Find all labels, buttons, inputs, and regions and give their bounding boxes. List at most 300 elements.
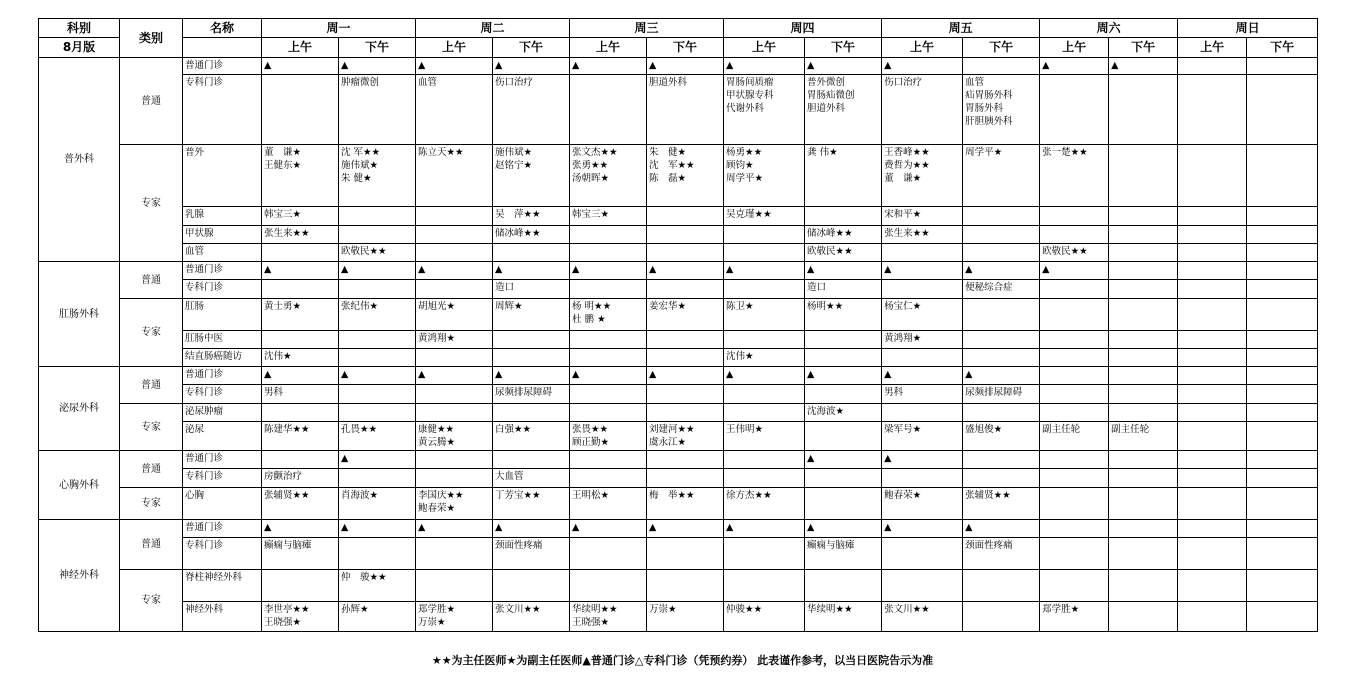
- schedule-cell: [1109, 226, 1178, 244]
- category-name: 专家: [120, 145, 183, 262]
- schedule-cell: 储冰峰★★: [805, 226, 882, 244]
- schedule-cell: [1109, 469, 1178, 488]
- schedule-cell: [647, 331, 724, 349]
- schedule-cell: 颈面性疼痛: [493, 538, 570, 570]
- schedule-cell: [724, 244, 805, 262]
- schedule-cell: 颈面性疼痛: [963, 538, 1040, 570]
- schedule-cell: [882, 349, 963, 367]
- schedule-row: [39, 299, 1318, 331]
- schedule-cell: [1040, 570, 1109, 602]
- schedule-cell: [1109, 331, 1178, 349]
- clinic-name: 心胸: [183, 488, 262, 520]
- schedule-cell: 华续明★★: [805, 602, 882, 632]
- schedule-cell: [570, 75, 647, 145]
- session-am: 上午: [262, 38, 339, 58]
- schedule-cell: [963, 299, 1040, 331]
- schedule-cell: 康健★★ 黄云腾★: [416, 422, 493, 451]
- clinic-name: 肛肠中医: [183, 331, 262, 349]
- schedule-cell: 伤口治疗: [882, 75, 963, 145]
- schedule-cell: 血管 疝胃肠外科 胃肠外科 肝胆胰外科: [963, 75, 1040, 145]
- schedule-cell: [724, 469, 805, 488]
- schedule-cell: ▲: [882, 58, 963, 75]
- schedule-cell: [339, 280, 416, 299]
- schedule-cell: [1247, 570, 1318, 602]
- schedule-cell: [262, 451, 339, 469]
- schedule-row: [39, 58, 1318, 75]
- name-header-blank: [183, 38, 262, 58]
- schedule-cell: ▲: [882, 520, 963, 538]
- schedule-cell: [570, 570, 647, 602]
- schedule-cell: 孙辉★: [339, 602, 416, 632]
- department-name: 泌尿外科: [39, 367, 120, 451]
- schedule-cell: 肿瘤微创: [339, 75, 416, 145]
- schedule-cell: [882, 244, 963, 262]
- schedule-cell: [262, 404, 339, 422]
- schedule-cell: 张文川★★: [493, 602, 570, 632]
- schedule-cell: [1178, 367, 1247, 385]
- schedule-cell: 李国庆★★ 鲍春荣★: [416, 488, 493, 520]
- schedule-cell: ▲: [339, 367, 416, 385]
- schedule-cell: 李世亭★★ 王晓强★: [262, 602, 339, 632]
- schedule-cell: 杨勇★★ 顾钧★ 周学平★: [724, 145, 805, 207]
- schedule-cell: ▲: [416, 520, 493, 538]
- schedule-cell: [1040, 538, 1109, 570]
- schedule-cell: [724, 404, 805, 422]
- schedule-cell: [805, 207, 882, 226]
- schedule-cell: [1178, 488, 1247, 520]
- schedule-cell: 朱 健★ 沈 军★★ 陈 磊★: [647, 145, 724, 207]
- schedule-cell: [1040, 207, 1109, 226]
- schedule-cell: ▲: [262, 367, 339, 385]
- schedule-cell: 杨宝仁★: [882, 299, 963, 331]
- schedule-cell: ▲: [805, 367, 882, 385]
- schedule-cell: [416, 451, 493, 469]
- schedule-cell: [963, 58, 1040, 75]
- schedule-cell: ▲: [493, 262, 570, 280]
- clinic-name: 专科门诊: [183, 385, 262, 404]
- schedule-cell: 鲍春荣★: [882, 488, 963, 520]
- schedule-cell: [1040, 367, 1109, 385]
- header-row-sessions: [39, 38, 1318, 58]
- schedule-cell: 郑学胜★: [1040, 602, 1109, 632]
- schedule-cell: 沈伟★: [262, 349, 339, 367]
- schedule-cell: 韩宝三★: [262, 207, 339, 226]
- schedule-cell: [1247, 469, 1318, 488]
- schedule-cell: [805, 349, 882, 367]
- schedule-cell: [647, 244, 724, 262]
- schedule-row: [39, 349, 1318, 367]
- schedule-cell: 吴克瑾★★: [724, 207, 805, 226]
- schedule-cell: [1178, 349, 1247, 367]
- schedule-cell: [1178, 226, 1247, 244]
- schedule-cell: 陈建华★★: [262, 422, 339, 451]
- schedule-cell: 造口: [805, 280, 882, 299]
- schedule-cell: [1178, 299, 1247, 331]
- schedule-cell: 血管: [416, 75, 493, 145]
- session-am: 上午: [724, 38, 805, 58]
- schedule-cell: [262, 280, 339, 299]
- schedule-cell: [882, 570, 963, 602]
- schedule-cell: 梅 举★★: [647, 488, 724, 520]
- schedule-cell: 龚 伟★: [805, 145, 882, 207]
- schedule-cell: 张纪伟★: [339, 299, 416, 331]
- clinic-name: 专科门诊: [183, 469, 262, 488]
- schedule-cell: [1247, 207, 1318, 226]
- session-pm: 下午: [805, 38, 882, 58]
- version-label: 8月版: [39, 38, 120, 58]
- schedule-cell: 盛旭俊★: [963, 422, 1040, 451]
- schedule-cell: [1247, 602, 1318, 632]
- clinic-name: 脊柱神经外科: [183, 570, 262, 602]
- schedule-cell: 华续明★★ 王晓强★: [570, 602, 647, 632]
- schedule-cell: 欧敬民★★: [1040, 244, 1109, 262]
- schedule-cell: [882, 280, 963, 299]
- schedule-cell: [647, 469, 724, 488]
- session-pm: 下午: [339, 38, 416, 58]
- schedule-cell: [416, 349, 493, 367]
- schedule-row: [39, 262, 1318, 280]
- schedule-cell: ▲: [339, 58, 416, 75]
- schedule-cell: [570, 226, 647, 244]
- schedule-cell: [570, 244, 647, 262]
- schedule-cell: [1040, 299, 1109, 331]
- schedule-row: [39, 422, 1318, 451]
- schedule-cell: 尿频排尿障碍: [963, 385, 1040, 404]
- schedule-cell: 张生来★★: [262, 226, 339, 244]
- schedule-cell: [262, 570, 339, 602]
- schedule-cell: [1178, 422, 1247, 451]
- clinic-name: 普通门诊: [183, 520, 262, 538]
- schedule-cell: [1178, 451, 1247, 469]
- schedule-cell: [647, 280, 724, 299]
- clinic-schedule-table: [38, 18, 1318, 632]
- schedule-cell: 张辅贤★★: [262, 488, 339, 520]
- schedule-cell: 尿频排尿障碍: [493, 385, 570, 404]
- category-name: 专家: [120, 299, 183, 367]
- schedule-cell: 黄鸿翔★: [416, 331, 493, 349]
- schedule-cell: ▲: [805, 520, 882, 538]
- session-am: 上午: [570, 38, 647, 58]
- schedule-cell: 欧敬民★★: [805, 244, 882, 262]
- schedule-cell: [647, 349, 724, 367]
- session-pm: 下午: [493, 38, 570, 58]
- legend-footer: ★★为主任医师★为副主任医师▲普通门诊△专科门诊（凭预约券） 此表谨作参考，以当日医院告示为准: [431, 654, 934, 667]
- schedule-cell: [1247, 262, 1318, 280]
- schedule-cell: [262, 331, 339, 349]
- schedule-cell: [805, 385, 882, 404]
- schedule-cell: [339, 469, 416, 488]
- schedule-cell: [724, 280, 805, 299]
- schedule-cell: [724, 451, 805, 469]
- schedule-cell: ▲: [882, 367, 963, 385]
- schedule-cell: [339, 385, 416, 404]
- schedule-cell: [1040, 520, 1109, 538]
- schedule-cell: 杨 明★★ 杜 鹏 ★: [570, 299, 647, 331]
- schedule-cell: 张文杰★★ 张勇★★ 汤朝晖★: [570, 145, 647, 207]
- schedule-row: [39, 145, 1318, 207]
- schedule-cell: ▲: [647, 520, 724, 538]
- session-am: 上午: [1178, 38, 1247, 58]
- schedule-cell: [1178, 58, 1247, 75]
- department-name: 神经外科: [39, 520, 120, 632]
- schedule-cell: [416, 469, 493, 488]
- schedule-cell: [570, 385, 647, 404]
- schedule-cell: 沈伟★: [724, 349, 805, 367]
- schedule-cell: [1109, 602, 1178, 632]
- schedule-cell: [724, 331, 805, 349]
- schedule-cell: [805, 331, 882, 349]
- schedule-cell: [1247, 488, 1318, 520]
- schedule-cell: [882, 469, 963, 488]
- schedule-cell: [416, 207, 493, 226]
- schedule-cell: ▲: [570, 262, 647, 280]
- schedule-cell: ▲: [805, 262, 882, 280]
- clinic-name: 甲状腺: [183, 226, 262, 244]
- session-pm: 下午: [1247, 38, 1318, 58]
- schedule-cell: [1109, 488, 1178, 520]
- schedule-cell: [963, 331, 1040, 349]
- schedule-cell: 癫痫与脑瘫: [805, 538, 882, 570]
- clinic-name: 普通门诊: [183, 451, 262, 469]
- schedule-cell: ▲: [262, 58, 339, 75]
- schedule-cell: [805, 422, 882, 451]
- schedule-cell: [1178, 207, 1247, 226]
- schedule-cell: ▲: [416, 262, 493, 280]
- schedule-cell: [416, 404, 493, 422]
- schedule-cell: 梁军号★: [882, 422, 963, 451]
- schedule-cell: [1040, 451, 1109, 469]
- schedule-cell: [570, 538, 647, 570]
- schedule-cell: 杨明★★: [805, 299, 882, 331]
- schedule-cell: [724, 570, 805, 602]
- schedule-cell: [1040, 404, 1109, 422]
- schedule-cell: 刘建河★★ 虞永江★: [647, 422, 724, 451]
- category-name: 专家: [120, 488, 183, 520]
- schedule-row: [39, 280, 1318, 299]
- schedule-cell: [1178, 385, 1247, 404]
- session-am: 上午: [1040, 38, 1109, 58]
- schedule-cell: [1109, 145, 1178, 207]
- day-header-wed: 周三: [570, 19, 724, 38]
- schedule-cell: 吴 萍★★: [493, 207, 570, 226]
- schedule-cell: [416, 385, 493, 404]
- schedule-cell: [339, 404, 416, 422]
- schedule-cell: [1109, 451, 1178, 469]
- schedule-cell: [1178, 602, 1247, 632]
- schedule-cell: 房颤治疗: [262, 469, 339, 488]
- category-name: 专家: [120, 404, 183, 451]
- schedule-cell: ▲: [1040, 58, 1109, 75]
- clinic-name: 专科门诊: [183, 280, 262, 299]
- schedule-row: [39, 538, 1318, 570]
- schedule-cell: ▲: [493, 520, 570, 538]
- schedule-cell: [339, 207, 416, 226]
- schedule-cell: [1247, 145, 1318, 207]
- schedule-cell: [647, 207, 724, 226]
- schedule-cell: 丁芳宝★★: [493, 488, 570, 520]
- schedule-cell: ▲: [963, 262, 1040, 280]
- schedule-cell: ▲: [647, 262, 724, 280]
- schedule-cell: [1247, 422, 1318, 451]
- schedule-cell: [882, 538, 963, 570]
- schedule-cell: [647, 570, 724, 602]
- schedule-cell: 郑学胜★ 万崇★: [416, 602, 493, 632]
- schedule-cell: [1178, 280, 1247, 299]
- clinic-name: 泌尿: [183, 422, 262, 451]
- schedule-cell: [963, 349, 1040, 367]
- schedule-cell: [339, 538, 416, 570]
- schedule-cell: [416, 280, 493, 299]
- header-row-days: [39, 19, 1318, 38]
- schedule-cell: [1109, 520, 1178, 538]
- schedule-cell: [570, 469, 647, 488]
- clinic-name: 乳腺: [183, 207, 262, 226]
- schedule-cell: 张一楚★★: [1040, 145, 1109, 207]
- schedule-row: [39, 331, 1318, 349]
- schedule-row: [39, 207, 1318, 226]
- schedule-cell: [1247, 385, 1318, 404]
- category-name: 普通: [120, 520, 183, 570]
- day-header-sun: 周日: [1178, 19, 1318, 38]
- schedule-row: [39, 385, 1318, 404]
- schedule-row: [39, 244, 1318, 262]
- schedule-cell: ▲: [647, 367, 724, 385]
- schedule-cell: [963, 469, 1040, 488]
- schedule-cell: 王明松★: [570, 488, 647, 520]
- schedule-cell: ▲: [416, 58, 493, 75]
- schedule-cell: 周辉★: [493, 299, 570, 331]
- schedule-cell: [1109, 262, 1178, 280]
- schedule-cell: 大血管: [493, 469, 570, 488]
- schedule-row: [39, 520, 1318, 538]
- schedule-cell: 黄士勇★: [262, 299, 339, 331]
- schedule-cell: [262, 244, 339, 262]
- day-header-mon: 周一: [262, 19, 416, 38]
- schedule-cell: [1178, 570, 1247, 602]
- schedule-cell: 陈立天★★: [416, 145, 493, 207]
- schedule-cell: 癫痫与脑瘫: [262, 538, 339, 570]
- session-pm: 下午: [1109, 38, 1178, 58]
- schedule-cell: [1109, 367, 1178, 385]
- schedule-cell: [1040, 331, 1109, 349]
- schedule-cell: 男科: [262, 385, 339, 404]
- schedule-cell: ▲: [493, 58, 570, 75]
- schedule-cell: [1109, 75, 1178, 145]
- day-header-thu: 周四: [724, 19, 882, 38]
- schedule-cell: [1247, 299, 1318, 331]
- schedule-cell: [1040, 280, 1109, 299]
- schedule-cell: ▲: [262, 262, 339, 280]
- schedule-cell: [1247, 404, 1318, 422]
- schedule-cell: [339, 331, 416, 349]
- schedule-cell: [1178, 520, 1247, 538]
- schedule-cell: 仲 骏★★: [339, 570, 416, 602]
- schedule-cell: [1109, 349, 1178, 367]
- schedule-cell: [963, 570, 1040, 602]
- schedule-cell: 黄鸿翔★: [882, 331, 963, 349]
- schedule-cell: [493, 244, 570, 262]
- schedule-cell: 董 谦★ 王健东★: [262, 145, 339, 207]
- day-header-fri: 周五: [882, 19, 1040, 38]
- category-name: 普通: [120, 367, 183, 404]
- schedule-cell: 张畏★★ 顾正勤★: [570, 422, 647, 451]
- schedule-cell: [339, 349, 416, 367]
- schedule-cell: 造口: [493, 280, 570, 299]
- schedule-cell: [416, 538, 493, 570]
- dept-header: 科别: [39, 19, 120, 38]
- schedule-cell: ▲: [570, 520, 647, 538]
- clinic-name: 普通门诊: [183, 262, 262, 280]
- schedule-cell: 徐方杰★★: [724, 488, 805, 520]
- clinic-name: 神经外科: [183, 602, 262, 632]
- schedule-cell: [1040, 385, 1109, 404]
- schedule-cell: [339, 226, 416, 244]
- schedule-cell: [647, 404, 724, 422]
- day-header-tue: 周二: [416, 19, 570, 38]
- schedule-cell: [963, 244, 1040, 262]
- schedule-cell: ▲: [339, 451, 416, 469]
- schedule-cell: 姜宏华★: [647, 299, 724, 331]
- schedule-cell: [647, 451, 724, 469]
- schedule-cell: [1109, 280, 1178, 299]
- schedule-cell: [647, 385, 724, 404]
- schedule-cell: [1247, 367, 1318, 385]
- clinic-name: 普通门诊: [183, 367, 262, 385]
- schedule-cell: [1109, 385, 1178, 404]
- schedule-cell: [1247, 75, 1318, 145]
- schedule-cell: ▲: [262, 520, 339, 538]
- schedule-cell: [963, 451, 1040, 469]
- schedule-cell: [724, 385, 805, 404]
- schedule-cell: [1109, 244, 1178, 262]
- schedule-cell: ▲: [724, 367, 805, 385]
- schedule-cell: [1247, 538, 1318, 570]
- schedule-cell: [1109, 538, 1178, 570]
- department-name: 心胸外科: [39, 451, 120, 520]
- schedule-cell: 张文川★★: [882, 602, 963, 632]
- schedule-cell: [647, 226, 724, 244]
- schedule-cell: [1247, 280, 1318, 299]
- category-name: 普通: [120, 451, 183, 488]
- schedule-cell: [724, 538, 805, 570]
- schedule-cell: [493, 349, 570, 367]
- schedule-cell: [647, 538, 724, 570]
- schedule-cell: ▲: [1040, 262, 1109, 280]
- schedule-cell: ▲: [647, 58, 724, 75]
- category-name: 普通: [120, 262, 183, 299]
- schedule-cell: ▲: [963, 520, 1040, 538]
- type-header: 类别: [120, 19, 183, 58]
- schedule-cell: [1109, 207, 1178, 226]
- schedule-cell: 普外微创 胃肠疝微创 胆道外科: [805, 75, 882, 145]
- schedule-cell: [1247, 349, 1318, 367]
- session-am: 上午: [416, 38, 493, 58]
- schedule-cell: [1178, 75, 1247, 145]
- schedule-cell: ▲: [724, 520, 805, 538]
- schedule-cell: [493, 570, 570, 602]
- schedule-cell: ▲: [1109, 58, 1178, 75]
- schedule-cell: 便秘综合症: [963, 280, 1040, 299]
- schedule-cell: [570, 451, 647, 469]
- schedule-cell: ▲: [805, 451, 882, 469]
- schedule-cell: ▲: [882, 451, 963, 469]
- schedule-cell: [1178, 145, 1247, 207]
- schedule-cell: [1109, 299, 1178, 331]
- clinic-name: 普通门诊: [183, 58, 262, 75]
- schedule-cell: [1109, 404, 1178, 422]
- department-name: 普外科: [39, 58, 120, 262]
- schedule-cell: 胃肠间质瘤 甲状腺专科 代谢外科: [724, 75, 805, 145]
